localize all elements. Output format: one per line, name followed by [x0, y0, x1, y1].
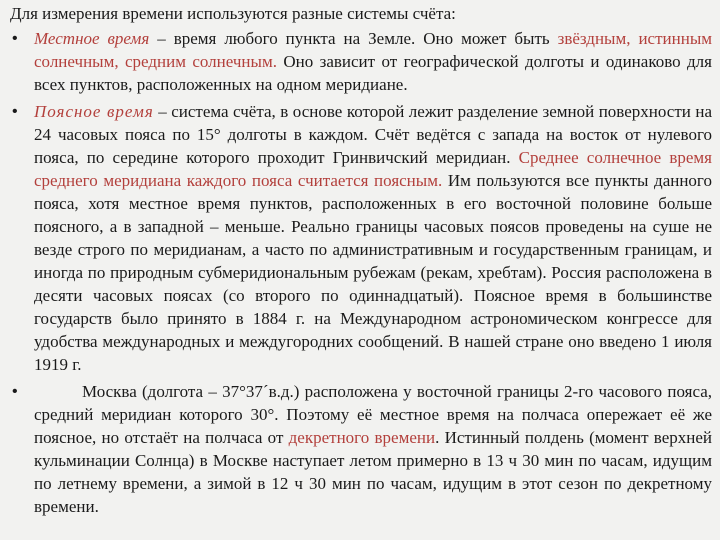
item3-text-part1: Москва (долгота – 37°37´в.д.) расположена у восточной границы 2-го часового пояса, средний меридиан которого 30°. Поэтому её местное время на полчаса опережает её же поясное, но отстаёт на полчаса от	[34, 382, 712, 447]
item3-highlight: декретного времени	[288, 428, 436, 447]
list-item-local-time	[10, 27, 712, 96]
term-zone-time: Поясное время	[34, 102, 154, 121]
list-item-moscow	[10, 380, 712, 518]
item1-text-part2: Оно зависит от географической долготы и одинаково для всех пунктов, расположенных на одном меридиане.	[34, 52, 712, 94]
bullet-icon: •	[12, 103, 18, 120]
list-item-zone-time	[10, 100, 712, 376]
bullet-icon: •	[12, 383, 18, 400]
term-local-time: Местное время	[34, 29, 150, 48]
intro-paragraph: Для измерения времени используются разные системы счёта:	[10, 4, 456, 23]
item3-text-part2: . Истинный полдень (момент верхней кульминации Солнца) в Москве наступает летом примерно в 13 ч 30 мин по часам, идущим по летнему времени, а зимой в 12 ч 30 мин по часам, идущим в этот сезон по декретному времени.	[34, 428, 712, 516]
bullet-icon: •	[12, 30, 18, 47]
time-systems-list	[10, 27, 712, 518]
item2-text-part1: – система счёта, в основе которой лежит разделение земной поверхности на 24 часовых пояса по 15° долготы в каждом. Счёт ведётся с запада на восток от нулевого пояса, по середине которого проходит Гринвичский меридиан.	[34, 102, 712, 167]
item2-highlight: Среднее солнечное время среднего меридиана каждого пояса считается поясным.	[34, 148, 712, 190]
item2-text-part2: Им пользуются все пункты данного пояса, хотя местное время пунктов, расположенных в его восточной половине больше поясного, а в западной – меньше. Реально границы часовых поясов проведены на суше не везде строго по меридианам, а часто по административным и государственным границам, и иногда по природным субмеридиональным рубежам (рекам, хребтам). Россия расположена в десяти часовых поясах (со второго по одиннадцатый). Поясное время в большинстве государств было принято в 1884 г. на Международном астрономическом конгрессе для удобства международных и междугородних сообщений. В нашей стране оно введено 1 июля 1919 г.	[34, 171, 712, 374]
item1-highlight: звёздным, истинным солнечным, средним солнечным.	[34, 29, 712, 71]
item1-text-part1: – время любого пункта на Земле. Оно может быть	[149, 29, 558, 48]
